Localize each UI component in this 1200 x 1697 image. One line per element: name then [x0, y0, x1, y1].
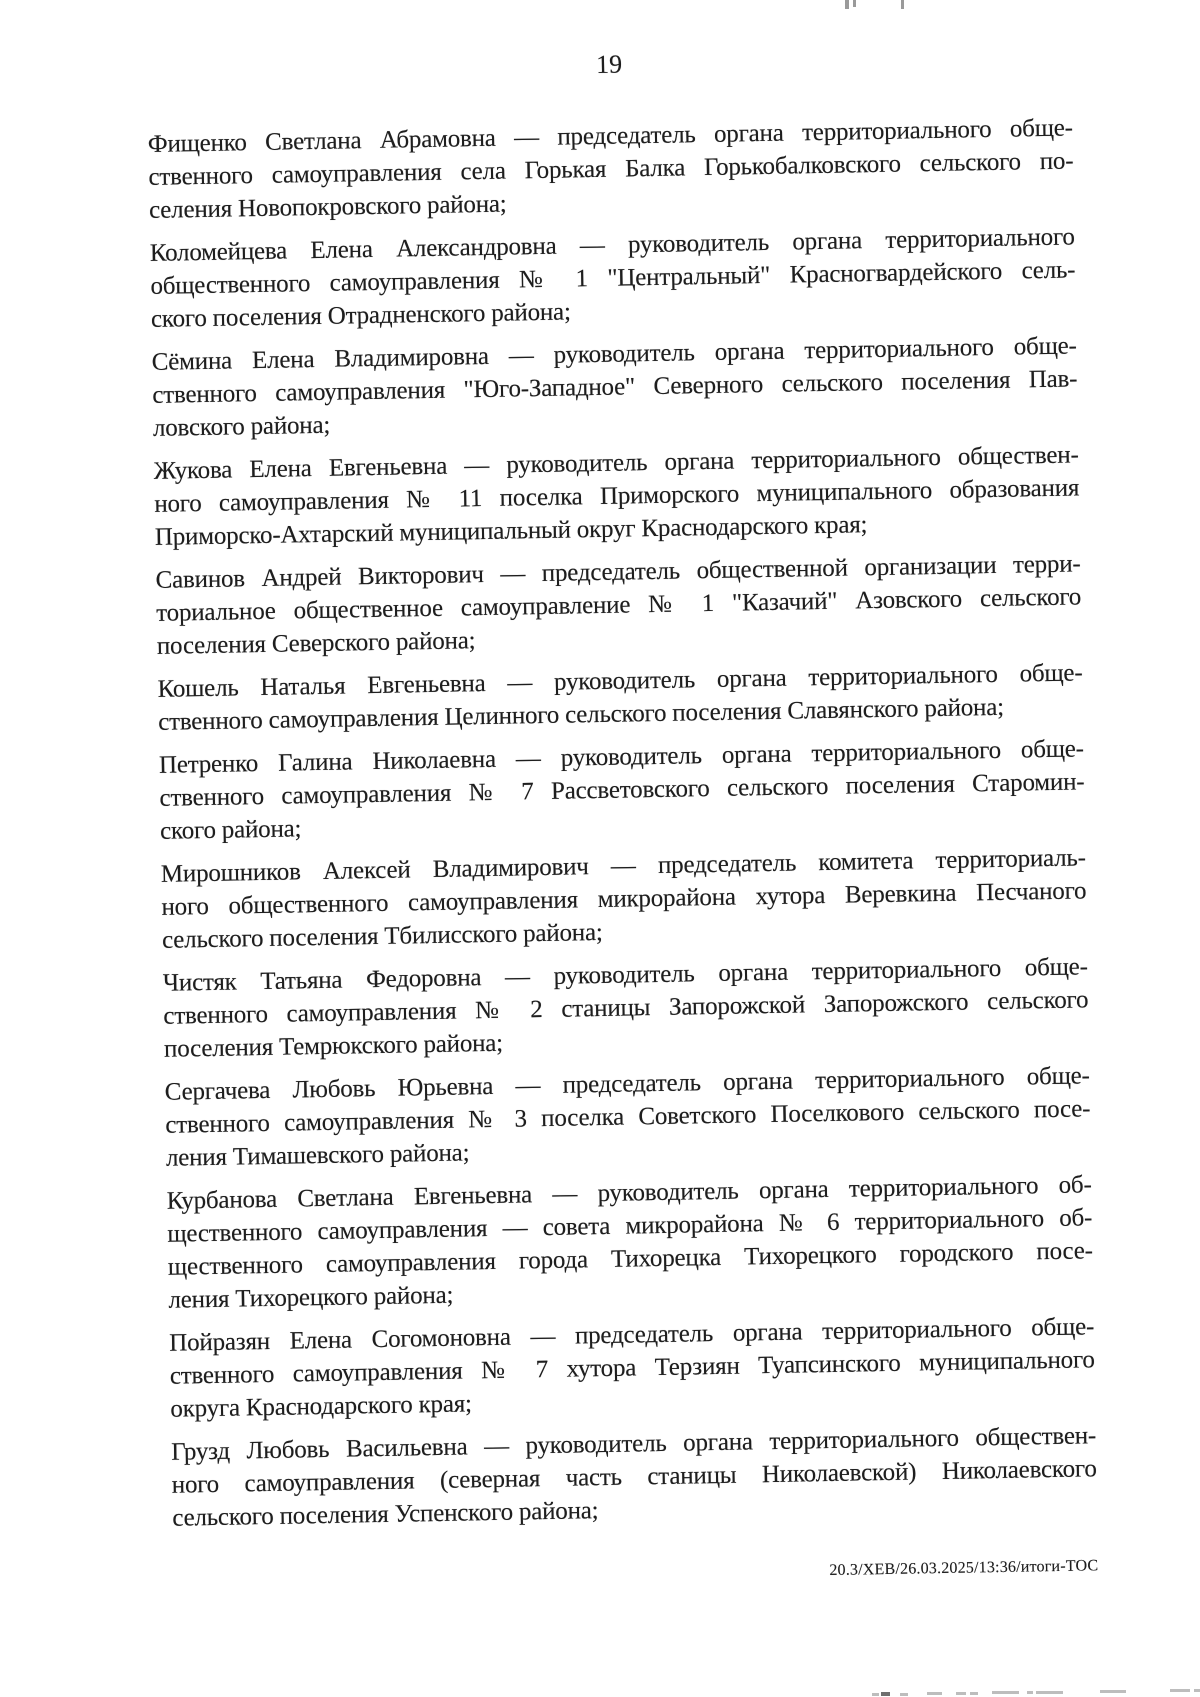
text-line: Петренко Галина Николаевна — руководитель органа территориального обще- — [158, 735, 1085, 779]
text-line: Пойразян Елена Согомоновна — председатель органа территориального обще- — [169, 1313, 1095, 1357]
paragraph — [163, 950, 1090, 1065]
text-line: Кошель Наталья Евгеньевна — руководитель органа территориального обще- — [157, 659, 1083, 703]
paragraph — [157, 656, 1083, 738]
scan-artifact — [1100, 1690, 1126, 1693]
text-line: Приморско-Ахтарский муниципальный округ Краснодарского края; — [154, 511, 868, 551]
scan-artifact — [872, 1693, 879, 1696]
scan-artifact — [1036, 1691, 1063, 1694]
text-line: ториальное общественное самоуправление № 1 "Казачий" Азовского сельского — [156, 583, 1082, 627]
scan-artifact — [1170, 1689, 1190, 1692]
paragraph — [155, 547, 1082, 662]
paragraph — [151, 329, 1078, 444]
text-line: ловского района; — [152, 411, 331, 442]
text-line: Сёмина Елена Владимировна — руководитель органа территориального обще- — [151, 332, 1077, 376]
text-line: сельского поселения Успенского района; — [172, 1497, 599, 1532]
text-line: ственного самоуправления № 3 поселка Советского Поселкового сельского посе- — [165, 1095, 1091, 1139]
text-line: сельского поселения Тбилисского района; — [161, 918, 603, 954]
text-line: ственного самоуправления № 7 хутора Терзиян Туапсинского муниципального — [169, 1346, 1095, 1390]
text-line: общественного самоуправления № 1 "Центральный" Красногвардейского сель- — [150, 256, 1076, 300]
document-body — [148, 111, 1098, 1544]
text-line: поселения Северского района; — [156, 627, 476, 660]
text-line: ного общественного самоуправления микрорайона хутора Веревкина Песчаного — [161, 877, 1087, 921]
text-line: Сергачева Любовь Юрьевна — председатель органа территориального обще- — [164, 1062, 1090, 1106]
text-line: ского поселения Отрадненского района; — [150, 298, 571, 333]
paragraph — [171, 1419, 1098, 1534]
paragraph — [161, 841, 1088, 956]
text-line: селения Новопокровского района; — [148, 190, 507, 224]
text-line: ственного самоуправления № 2 станицы Запорожской Запорожского сельского — [163, 986, 1089, 1030]
paragraph — [164, 1059, 1091, 1174]
text-line: ственного самоуправления "Юго-Западное" Северного сельского поселения Пав- — [152, 365, 1078, 409]
paragraph — [159, 732, 1086, 847]
scan-artifact — [992, 1691, 1019, 1694]
text-line: ственного самоуправления Целинного сельского поселения Славянского района; — [157, 693, 1005, 736]
scan-artifact — [970, 1692, 978, 1695]
paragraph — [166, 1168, 1093, 1316]
scan-artifact — [956, 1692, 966, 1695]
scan-artifact — [900, 1693, 908, 1696]
text-line: Грузд Любовь Васильевна — руководитель органа территориального обществен- — [170, 1422, 1097, 1466]
text-line: Жукова Елена Евгеньевна — руководитель органа территориального обществен- — [153, 441, 1079, 485]
text-line: ного самоуправления (северная часть станицы Николаевской) Николаевского — [171, 1455, 1097, 1499]
text-line: Фищенко Светлана Абрамовна — председатель органа территориального обще- — [147, 114, 1073, 158]
text-line: ственного самоуправления села Горькая Балка Горькобалковского сельского по- — [148, 147, 1074, 191]
paragraph — [150, 220, 1077, 335]
text-line: ления Тимашевского района; — [165, 1139, 470, 1172]
paragraph — [169, 1310, 1096, 1425]
text-line: ления Тихорецкого района; — [168, 1281, 454, 1314]
text-line: Мирошников Алексей Владимирович — председатель комитета территориаль- — [160, 844, 1086, 888]
text-line: Курбанова Светлана Евгеньевна — руководитель органа территориального об- — [166, 1171, 1092, 1215]
text-line: Чистяк Татьяна Федоровна — руководитель органа территориального обще- — [162, 953, 1088, 997]
text-line: щественного самоуправления города Тихорецка Тихорецкого городского посе- — [167, 1237, 1093, 1281]
paragraph — [153, 438, 1080, 553]
text-line: Савинов Андрей Викторович — председатель общественной организации терри- — [155, 550, 1081, 594]
page-number: 19 — [595, 49, 623, 79]
text-line: округа Краснодарского края; — [170, 1390, 473, 1423]
text-line: ственного самоуправления № 7 Рассветовского сельского поселения Старомин- — [159, 768, 1085, 812]
scan-artifact — [1027, 1691, 1033, 1694]
text-line: щественного самоуправления — совета микрорайона № 6 территориального об- — [167, 1204, 1093, 1248]
text-line: ного самоуправления № 11 поселка Приморского муниципального образования — [154, 474, 1080, 518]
text-line: ского района; — [159, 815, 302, 845]
footer-stamp: 20.3/ХЕВ/26.03.2025/13:36/итоги-ТОС — [829, 1557, 1099, 1580]
scan-artifact — [881, 1692, 890, 1696]
text-line: Коломейцева Елена Александровна — руководитель органа территориального — [149, 223, 1075, 267]
scan-artifact — [927, 1692, 942, 1695]
scan-artifact — [1194, 1689, 1200, 1692]
text-line: поселения Темрюкского района; — [163, 1029, 504, 1063]
paragraph — [148, 111, 1075, 226]
